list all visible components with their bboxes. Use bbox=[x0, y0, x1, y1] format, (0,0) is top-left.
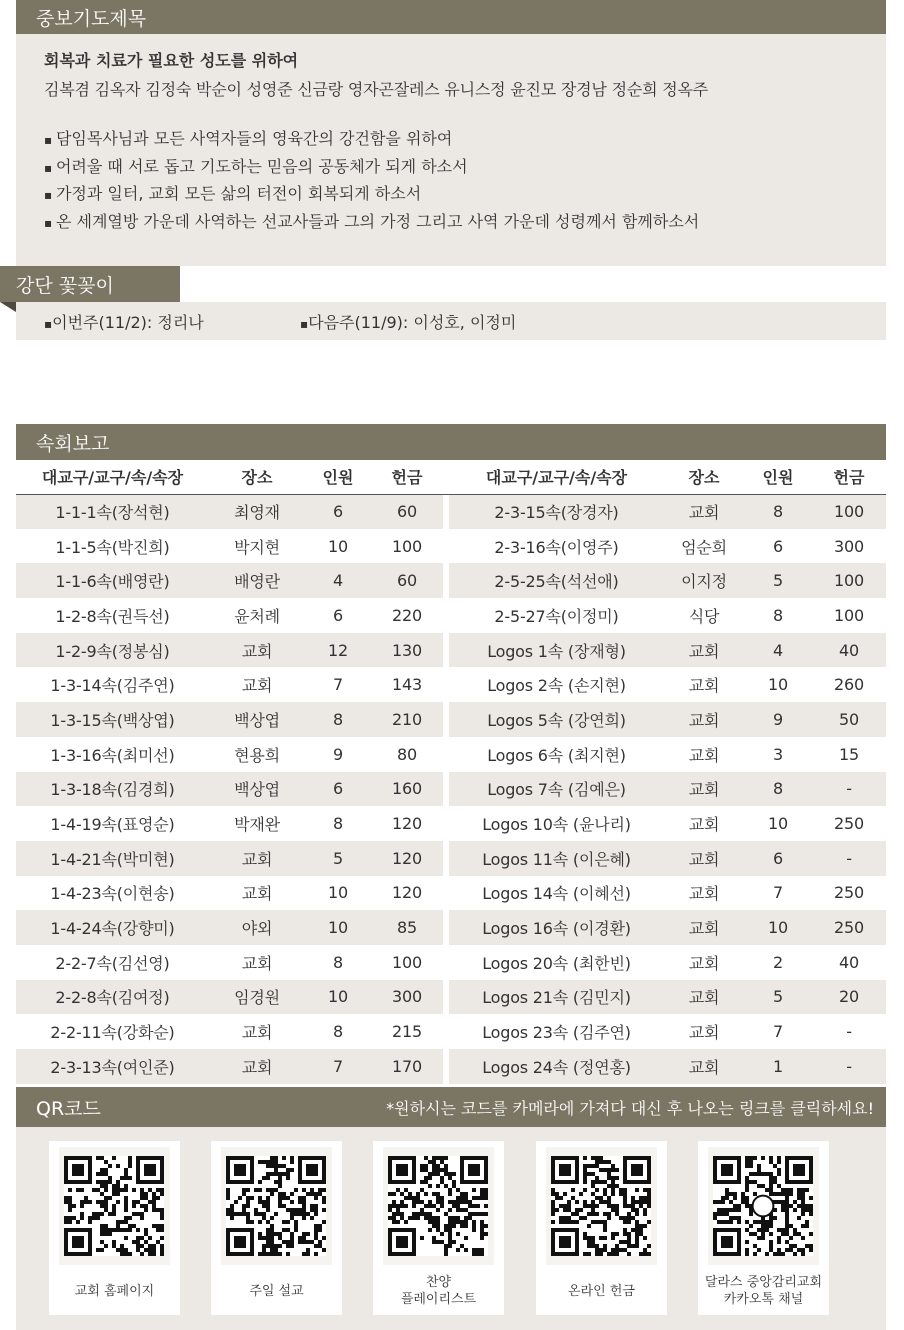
table-cell: 교회 bbox=[241, 884, 273, 904]
table-cell: Logos 21속 (김민지) bbox=[449, 980, 664, 1015]
table-cell: 40 bbox=[812, 633, 886, 668]
qr-card-kakao[interactable] bbox=[698, 1141, 829, 1315]
cell-report-body bbox=[16, 494, 886, 1084]
table-header-row bbox=[16, 460, 886, 494]
table-cell: 120 bbox=[371, 841, 443, 876]
table-cell: Logos 1속 (장재형) bbox=[449, 633, 664, 668]
table-cell: 야외 bbox=[209, 910, 305, 945]
table-cell: - bbox=[812, 772, 886, 807]
table-row bbox=[16, 633, 886, 668]
table-cell: 1-4-24속(강향미) bbox=[16, 910, 209, 945]
table-cell: 220 bbox=[392, 605, 422, 625]
table-cell: 9 bbox=[744, 702, 812, 737]
table-cell: 1-2-8속(권득선) bbox=[55, 606, 170, 626]
table-cell: 교회 bbox=[209, 841, 305, 876]
table-cell: 교회 bbox=[664, 702, 744, 737]
qr-code-icon[interactable] bbox=[221, 1147, 332, 1265]
table-cell: 교회 bbox=[664, 772, 744, 807]
prayer-panel bbox=[16, 34, 886, 266]
table-cell: 2-3-16속(이영주) bbox=[494, 537, 619, 557]
table-cell: 100 bbox=[392, 536, 422, 556]
column-header: 장소 bbox=[664, 460, 744, 494]
table-row bbox=[16, 702, 886, 737]
table-cell: 교회 bbox=[241, 1023, 273, 1043]
table-row bbox=[16, 910, 886, 945]
flower-section-title: 강단 꽃꽂이 bbox=[0, 266, 180, 302]
table-cell: 1-3-16속(최미선) bbox=[50, 745, 175, 765]
table-cell: 2 bbox=[773, 952, 783, 972]
table-cell: 10 bbox=[768, 814, 788, 834]
ribbon-fold bbox=[0, 302, 16, 312]
table-row bbox=[16, 841, 886, 876]
table-cell: 8 bbox=[333, 814, 343, 834]
table-cell: 6 bbox=[773, 536, 783, 556]
qr-label bbox=[373, 1269, 504, 1313]
table-cell: 백상엽 bbox=[209, 772, 305, 807]
qr-label-line2: 플레이리스트 bbox=[400, 1292, 477, 1307]
table-cell: 4 bbox=[305, 563, 371, 598]
table-cell: 7 bbox=[773, 883, 783, 903]
prayer-list bbox=[44, 126, 858, 236]
table-cell: 교회 bbox=[688, 815, 720, 835]
qr-card-sermon[interactable] bbox=[211, 1141, 342, 1315]
table-cell: 80 bbox=[397, 744, 417, 764]
table-row bbox=[16, 945, 886, 980]
qr-code-icon[interactable] bbox=[59, 1147, 170, 1265]
prayer-item: ▪ 가정과 일터, 교회 모든 삶의 터전이 회복되게 하소서 bbox=[44, 181, 858, 209]
table-cell: 143 bbox=[392, 675, 422, 695]
table-cell: 5 bbox=[744, 563, 812, 598]
prayer-section-title: 중보기도제목 bbox=[16, 0, 886, 34]
table-cell: 교회 bbox=[688, 884, 720, 904]
table-cell: 100 bbox=[834, 605, 864, 625]
table-cell: 2-2-7속(김선영) bbox=[55, 953, 170, 973]
table-cell: 60 bbox=[371, 563, 443, 598]
table-cell: - bbox=[812, 1049, 886, 1084]
table-row bbox=[16, 980, 886, 1015]
prayer-heading: 회복과 치료가 필요한 성도를 위하여 bbox=[44, 51, 299, 70]
table-cell: 2-2-11속(강화순) bbox=[50, 1023, 175, 1043]
table-cell: 85 bbox=[371, 910, 443, 945]
table-cell: 12 bbox=[305, 633, 371, 668]
table-cell: Logos 16속 (이경환) bbox=[449, 910, 664, 945]
table-cell: 2-3-13속(여인준) bbox=[16, 1049, 209, 1084]
table-cell: 1-2-9속(정봉심) bbox=[16, 633, 209, 668]
table-cell: 박지현 bbox=[234, 537, 280, 557]
table-cell: Logos 20속 (최한빈) bbox=[482, 953, 631, 973]
prayer-item: ▪ 어려울 때 서로 돕고 기도하는 믿음의 공동체가 되게 하소서 bbox=[44, 154, 858, 182]
flower-next-week: ▪다음주(11/9): 이성호, 이정미 bbox=[300, 312, 517, 332]
table-cell: 최영재 bbox=[209, 494, 305, 529]
table-cell: 교회 bbox=[664, 494, 744, 529]
table-cell: Logos 7속 (김예은) bbox=[449, 772, 664, 807]
table-cell: 박재완 bbox=[234, 815, 280, 835]
column-header: 헌금 bbox=[371, 460, 443, 494]
cell-report-table bbox=[16, 460, 886, 1084]
qr-label bbox=[49, 1269, 180, 1313]
table-cell: Logos 5속 (강연희) bbox=[449, 702, 664, 737]
table-cell: 4 bbox=[744, 633, 812, 668]
table-cell: 160 bbox=[371, 772, 443, 807]
column-header: 헌금 bbox=[812, 460, 886, 494]
table-cell: 2-2-8속(김여정) bbox=[16, 980, 209, 1015]
qr-card-homepage[interactable] bbox=[49, 1141, 180, 1315]
table-cell: 2-5-25속(석선애) bbox=[449, 563, 664, 598]
qr-label-line1: 달라스 중앙감리교회 bbox=[704, 1275, 823, 1290]
table-cell: 7 bbox=[333, 675, 343, 695]
qr-code-icon[interactable] bbox=[383, 1147, 494, 1265]
table-cell: 120 bbox=[392, 883, 422, 903]
qr-label-line1: 찬양 bbox=[425, 1275, 452, 1290]
table-cell: - bbox=[812, 841, 886, 876]
table-cell: 5 bbox=[744, 980, 812, 1015]
prayer-item: ▪ 담임목사님과 모든 사역자들의 영육간의 강건함을 위하여 bbox=[44, 126, 858, 154]
cell-report-title: 속회보고 bbox=[16, 424, 886, 460]
table-cell: 8 bbox=[333, 952, 343, 972]
table-cell: 300 bbox=[371, 980, 443, 1015]
prayer-item: ▪ 온 세계열방 가운데 사역하는 선교사들과 그의 가정 그리고 사역 가운데 성령께서 함께하소서 bbox=[44, 209, 858, 237]
table-cell: 300 bbox=[834, 536, 864, 556]
table-cell: 6 bbox=[744, 841, 812, 876]
table-cell: 210 bbox=[371, 702, 443, 737]
table-cell: 1-3-14속(김주연) bbox=[50, 676, 175, 696]
table-cell: Logos 14속 (이혜선) bbox=[482, 884, 631, 904]
table-cell: 8 bbox=[773, 605, 783, 625]
kakao-qr-code-icon[interactable] bbox=[708, 1147, 819, 1265]
table-cell: 윤처례 bbox=[234, 606, 280, 626]
table-cell: 7 bbox=[305, 1049, 371, 1084]
table-cell: 10 bbox=[305, 910, 371, 945]
table-cell: 10 bbox=[328, 536, 348, 556]
table-cell: 1-4-19속(표영순) bbox=[50, 815, 175, 835]
qr-code-icon[interactable] bbox=[546, 1147, 657, 1265]
table-cell: 260 bbox=[834, 675, 864, 695]
table-cell: 250 bbox=[812, 910, 886, 945]
table-cell: 170 bbox=[371, 1049, 443, 1084]
column-header: 대교구/교구/속/속장 bbox=[449, 460, 664, 494]
qr-card-offering[interactable] bbox=[536, 1141, 667, 1315]
table-cell: 교회 bbox=[241, 676, 273, 696]
table-cell: 교회 bbox=[688, 745, 720, 765]
qr-label-line2: 카카오톡 채널 bbox=[723, 1292, 804, 1307]
qr-label bbox=[698, 1269, 829, 1313]
prayer-names: 김복겸 김옥자 김정숙 박순이 성영준 신금랑 영자곤잘레스 유니스정 윤진모 장경남 정순희 정옥주 bbox=[44, 80, 708, 99]
qr-panel bbox=[16, 1127, 886, 1330]
table-cell: 100 bbox=[812, 494, 886, 529]
table-cell: 120 bbox=[392, 814, 422, 834]
table-cell: 1-3-18속(김경희) bbox=[16, 772, 209, 807]
column-header: 인원 bbox=[305, 460, 371, 494]
table-cell: 6 bbox=[333, 605, 343, 625]
table-cell: 215 bbox=[392, 1022, 422, 1042]
table-cell: 15 bbox=[839, 744, 859, 764]
table-cell: Logos 2속 (손지현) bbox=[487, 676, 626, 696]
table-cell: 10 bbox=[305, 980, 371, 1015]
table-cell: 배영란 bbox=[209, 563, 305, 598]
table-cell: 교회 bbox=[688, 953, 720, 973]
table-cell: 1-1-5속(박진희) bbox=[55, 537, 170, 557]
table-cell: 6 bbox=[305, 494, 371, 529]
column-header: 장소 bbox=[209, 460, 305, 494]
table-cell: 7 bbox=[773, 1022, 783, 1042]
qr-label-line1: 교회 홈페이지 bbox=[74, 1283, 155, 1299]
table-cell: 8 bbox=[333, 1022, 343, 1042]
table-cell: 10 bbox=[328, 883, 348, 903]
qr-label-line1: 온라인 헌금 bbox=[568, 1283, 635, 1299]
table-cell: 교회 bbox=[664, 910, 744, 945]
table-cell: 교회 bbox=[664, 841, 744, 876]
table-cell: 현용희 bbox=[234, 745, 280, 765]
table-cell: 250 bbox=[834, 883, 864, 903]
table-cell: 10 bbox=[744, 910, 812, 945]
table-cell: 교회 bbox=[664, 980, 744, 1015]
table-cell: 2-5-27속(이정미) bbox=[494, 606, 619, 626]
table-cell: 20 bbox=[812, 980, 886, 1015]
table-row bbox=[16, 1049, 886, 1084]
table-row bbox=[16, 1014, 886, 1049]
table-cell: 1-3-15속(백상엽) bbox=[16, 702, 209, 737]
table-cell: 교회 bbox=[209, 1049, 305, 1084]
table-row bbox=[16, 563, 886, 598]
table-cell: - bbox=[846, 1022, 852, 1042]
qr-label bbox=[536, 1269, 667, 1313]
qr-instruction-note: *원하시는 코드를 카메라에 가져다 대신 후 나오는 링크를 클릭하세요! bbox=[386, 1098, 874, 1118]
table-cell: 엄순희 bbox=[681, 537, 727, 557]
table-cell: 40 bbox=[839, 952, 859, 972]
table-cell: 교회 bbox=[664, 1049, 744, 1084]
table-cell: 2-3-15속(장경자) bbox=[449, 494, 664, 529]
table-row bbox=[16, 667, 886, 702]
table-cell: 이지정 bbox=[664, 563, 744, 598]
table-cell: 10 bbox=[768, 675, 788, 695]
qr-label-line1: 주일 설교 bbox=[249, 1283, 304, 1299]
qr-label bbox=[211, 1269, 342, 1313]
table-cell: 8 bbox=[744, 494, 812, 529]
table-cell: 8 bbox=[744, 772, 812, 807]
flower-panel bbox=[16, 302, 886, 340]
table-cell: Logos 6속 (최지현) bbox=[487, 745, 626, 765]
table-cell: Logos 23속 (김주연) bbox=[482, 1023, 631, 1043]
table-cell: 250 bbox=[834, 814, 864, 834]
table-cell: 50 bbox=[812, 702, 886, 737]
column-header: 대교구/교구/속/속장 bbox=[16, 460, 209, 494]
table-cell: 교회 bbox=[664, 633, 744, 668]
qr-title-label: QR코드 bbox=[36, 1097, 101, 1120]
table-cell: 60 bbox=[371, 494, 443, 529]
table-cell: 백상엽 bbox=[209, 702, 305, 737]
table-cell: Logos 10속 (윤나리) bbox=[482, 815, 631, 835]
table-cell: 교회 bbox=[688, 676, 720, 696]
table-row bbox=[16, 876, 886, 911]
table-row bbox=[16, 772, 886, 807]
table-cell: 교회 bbox=[241, 953, 273, 973]
table-cell: 8 bbox=[305, 702, 371, 737]
table-cell: 3 bbox=[773, 744, 783, 764]
table-cell: 1 bbox=[744, 1049, 812, 1084]
table-row bbox=[16, 494, 886, 529]
qr-section-title bbox=[16, 1087, 886, 1127]
table-cell: 100 bbox=[392, 952, 422, 972]
flower-this-week: ▪이번주(11/2): 정리나 bbox=[44, 312, 204, 332]
table-cell: 130 bbox=[371, 633, 443, 668]
table-cell: Logos 11속 (이은혜) bbox=[449, 841, 664, 876]
table-cell: 100 bbox=[812, 563, 886, 598]
table-cell: Logos 24속 (정연홍) bbox=[449, 1049, 664, 1084]
table-cell: 임경원 bbox=[209, 980, 305, 1015]
table-cell: 1-4-21속(박미현) bbox=[16, 841, 209, 876]
table-row bbox=[16, 737, 886, 772]
table-cell: 6 bbox=[305, 772, 371, 807]
column-header: 인원 bbox=[744, 460, 812, 494]
table-cell: 5 bbox=[305, 841, 371, 876]
table-row bbox=[16, 598, 886, 633]
table-row bbox=[16, 529, 886, 564]
table-row bbox=[16, 806, 886, 841]
table-cell: 9 bbox=[333, 744, 343, 764]
table-cell: 1-4-23속(이현송) bbox=[50, 884, 175, 904]
table-cell: 교회 bbox=[688, 1023, 720, 1043]
qr-card-playlist[interactable] bbox=[373, 1141, 504, 1315]
table-cell: 1-1-6속(배영란) bbox=[16, 563, 209, 598]
table-cell: 교회 bbox=[209, 633, 305, 668]
table-cell: 식당 bbox=[688, 606, 720, 626]
table-cell: 1-1-1속(장석현) bbox=[16, 494, 209, 529]
